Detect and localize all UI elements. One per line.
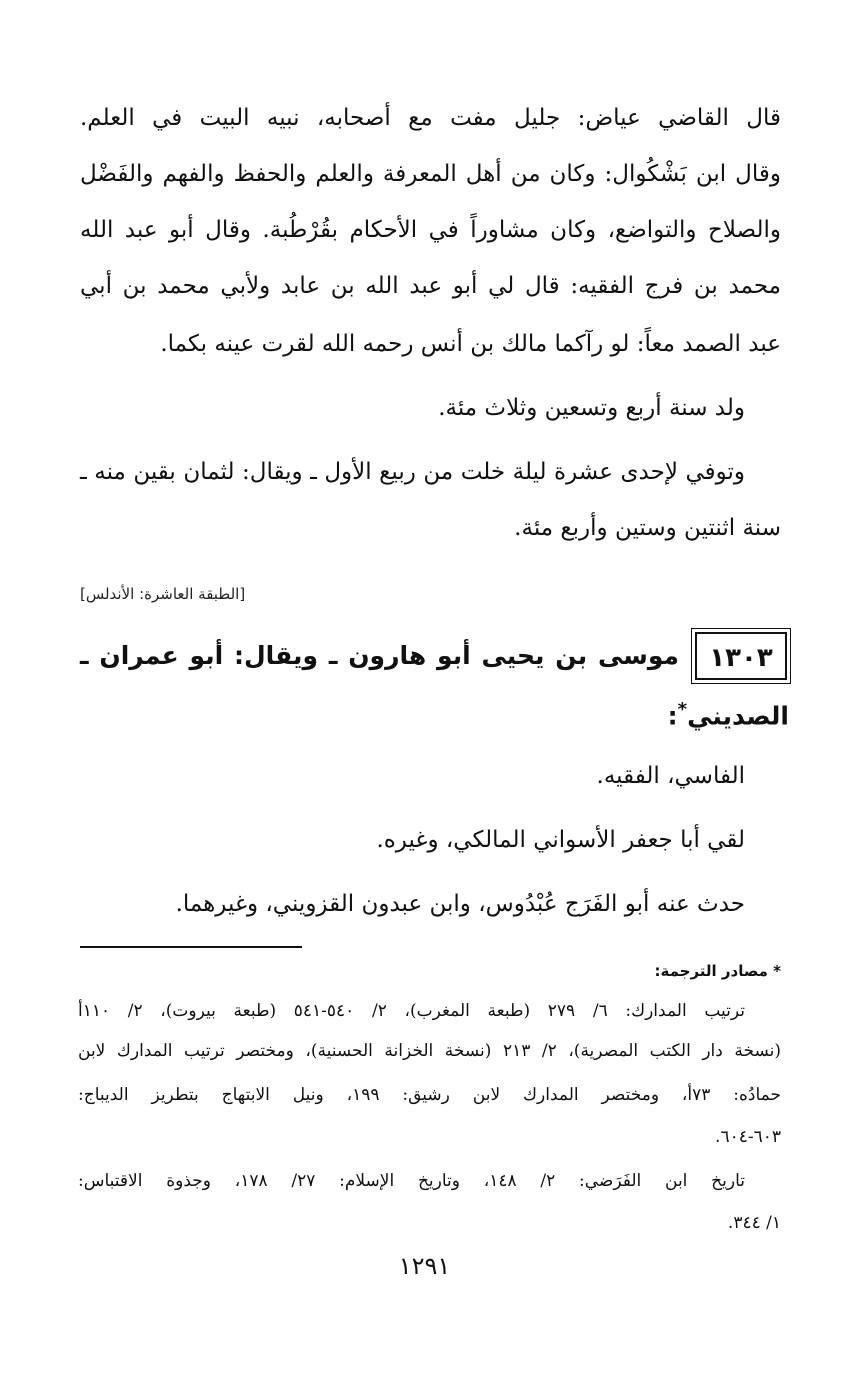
body-line: قال القاضي عياض: جليل مفت مع أصحابه، نبيه البيت في العلم. — [80, 105, 781, 131]
page-number: ١٢٩١ — [398, 1252, 451, 1280]
footnote-line: ترتيب المدارك: ٦/ ٢٧٩ (طبعة المغرب)، ٢/ ٥٤٠-٥٤١ (طبعة بيروت)، ٢/ ١١٠أ — [78, 1001, 745, 1021]
entry-heading-continued — [668, 690, 789, 736]
body-line: والصلاح والتواضع، وكان مشاوراً في الأحكام بقُرْطُبة. وقال أبو عبد الله — [80, 217, 781, 243]
footnote-line: (نسخة دار الكتب المصرية)، ٢/ ٢١٣ (نسخة الخزانة الحسنية)، ومختصر ترتيب المدارك لابن — [78, 1041, 782, 1061]
section-label: [الطبقة العاشرة: الأندلس] — [80, 585, 246, 603]
death-line: وتوفي لإحدى عشرة ليلة خلت من ربيع الأول ـ ويقال: لثمان بقين منه ـ — [80, 459, 745, 485]
birth-line: ولد سنة أربع وتسعين وثلاث مئة. — [438, 395, 745, 421]
footnote-marker: * — [677, 699, 688, 720]
entry-line: لقي أبا جعفر الأسواني المالكي، وغيره. — [376, 827, 745, 853]
entry-heading-name: الصديني — [687, 701, 789, 731]
entry-number-box: ١٣٠٣ — [695, 632, 787, 680]
body-line: وقال ابن بَشْكُوال: وكان من أهل المعرفة والعلم والحفظ والفهم والفَضْل — [80, 161, 781, 187]
entry-line: حدث عنه أبو الفَرَج عُبْدُوس، وابن عبدون القزويني، وغيرهما. — [175, 891, 745, 917]
footnote-line: حمادُه: ٧٣أ، ومختصر المدارك لابن رشيق: ١٩٩، ونيل الابتهاج بتطريز الديباج: — [78, 1085, 782, 1105]
entry-heading: موسى بن يحيى أبو هارون ـ ويقال: أبو عمران ـ — [80, 641, 679, 670]
heading-colon: : — [667, 701, 678, 731]
body-line: عبد الصمد معاً: لو رآكما مالك بن أنس رحمه الله لقرت عينه بكما. — [160, 331, 781, 357]
body-line: محمد بن فرج الفقيه: قال لي أبو عبد الله بن عابد ولأبي محمد بن أبي — [80, 273, 781, 299]
entry-line: الفاسي، الفقيه. — [596, 763, 745, 789]
footnote-title: * مصادر الترجمة: — [654, 962, 781, 980]
footnote-line: تاريخ ابن الفَرَضي: ٢/ ١٤٨، وتاريخ الإسلام: ٢٧/ ١٧٨، وجذوة الاقتباس: — [78, 1171, 745, 1191]
footnote-separator — [80, 946, 302, 948]
footnote-line: ١/ ٣٤٤. — [727, 1213, 781, 1233]
death-line: سنة اثنتين وستين وأربع مئة. — [514, 515, 781, 541]
footnote-line: ٦٠٣-٦٠٤. — [715, 1127, 781, 1147]
